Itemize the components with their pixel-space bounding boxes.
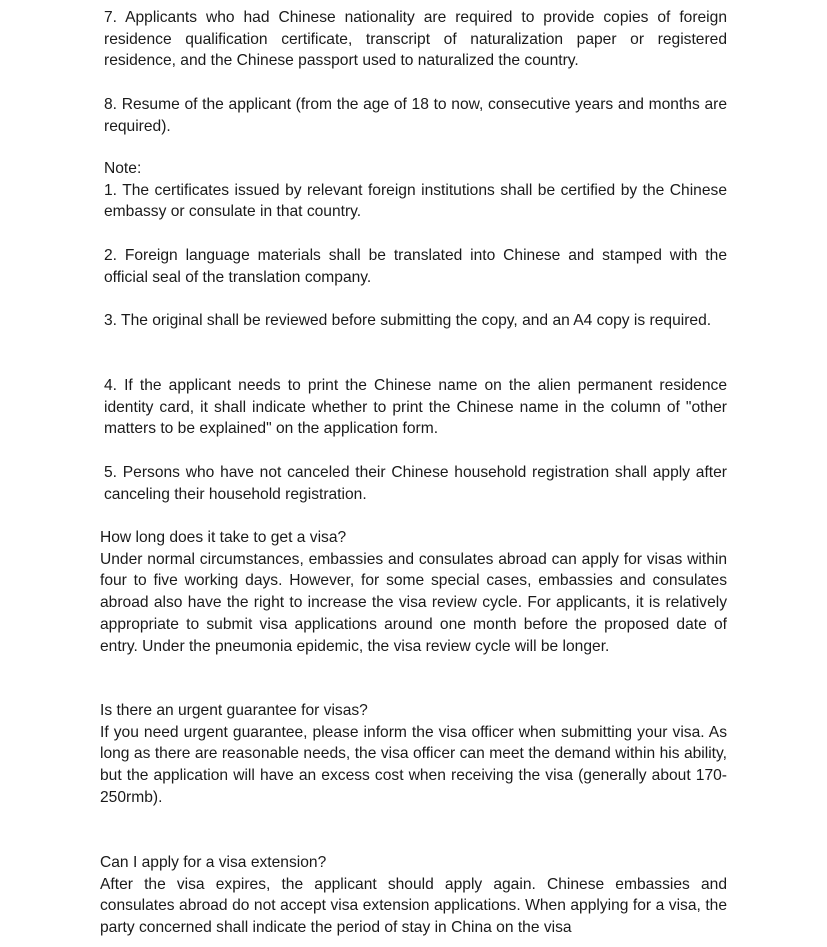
faq-visa-extension [100,852,727,939]
note-item-5: 5. Persons who have not canceled their Chinese household registration shall apply after canceling their household registration. [104,464,727,503]
note-heading: Note: [104,160,142,177]
faq-answer: After the visa expires, the applicant should apply again. Chinese embassies and consulates abroad do not accept visa extension applications. When applying for a visa, the party concerned shall indicate the period of stay in China on the visa [100,875,727,937]
requirement-item-7: 7. Applicants who had Chinese nationality are required to provide copies of foreign residence qualification certificate, transcript of naturalization paper or registered residence, and the Chinese passport used to naturalized the country. [104,9,727,70]
faq-visa-duration [100,527,727,657]
faq-urgent-guarantee [100,700,727,809]
note-section [104,158,727,223]
faq-question: Is there an urgent guarantee for visas? [100,702,368,719]
requirement-item-8: 8. Resume of the applicant (from the age of 18 to now, consecutive years and months are required). [104,96,727,135]
note-item-3: 3. The original shall be reviewed before submitting the copy, and an A4 copy is required. [104,312,712,329]
faq-answer: If you need urgent guarantee, please inform the visa officer when submitting your visa. As long as there are reasonable needs, the visa officer can meet the demand within his ability, but the application will have an excess cost when receiving the visa (generally about 170-250rmb). [100,723,727,806]
note-item-4: 4. If the applicant needs to print the Chinese name on the alien permanent residence identity card, it shall indicate whether to print the Chinese name in the column of "other matters to be explained" on the application form. [104,377,727,438]
note-item-2: 2. Foreign language materials shall be translated into Chinese and stamped with the official seal of the translation company. [104,247,727,286]
faq-question: How long does it take to get a visa? [100,529,347,546]
faq-question: Can I apply for a visa extension? [100,854,327,871]
note-item-1: 1. The certificates issued by relevant foreign institutions shall be certified by the Chinese embassy or consulate in that country. [104,181,727,221]
faq-answer: Under normal circumstances, embassies and consulates abroad can apply for visas within four to five working days. However, for some special cases, embassies and consulates abroad also have the right to increase the visa review cycle. For applicants, it is relatively appropriate to submit visa applications around one month before the proposed date of entry. Under the pneumonia epidemic, the visa review cycle will be longer. [100,550,727,655]
